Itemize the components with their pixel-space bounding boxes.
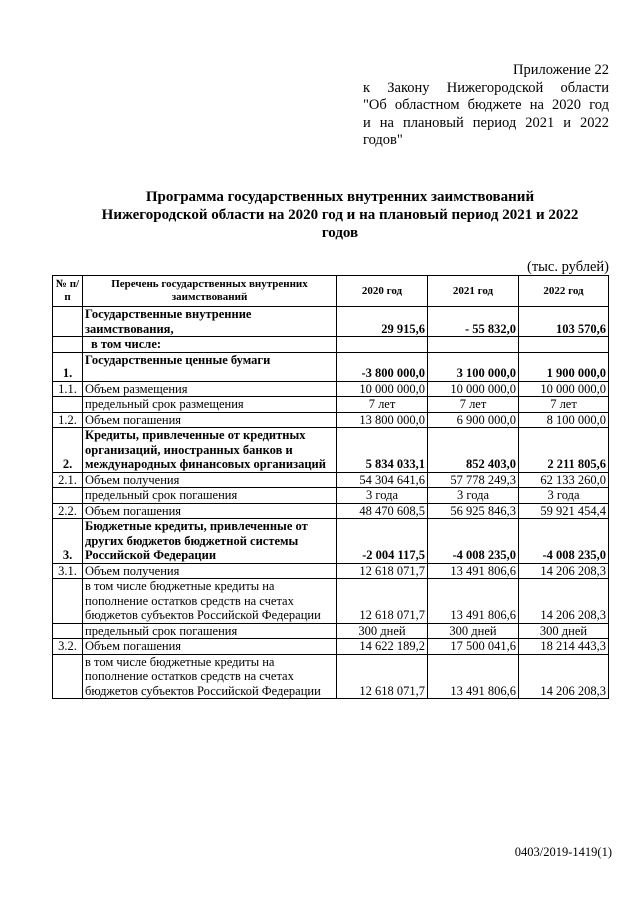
table-row [53,307,609,337]
row-value-2022 [519,337,609,353]
row-value-2021: 56 925 846,3 [428,503,519,519]
row-name: предельный срок погашения [83,623,337,639]
row-value-2020: -2 004 117,5 [337,519,428,564]
row-name: Кредиты, привлеченные от кредитных организаций, иностранных банков и международных финансовых организаций [83,428,337,473]
row-name: Объем получения [83,472,337,488]
row-num: 1.2. [53,412,83,428]
row-value-2021: 3 года [428,488,519,504]
row-value-2020: 48 470 608,5 [337,503,428,519]
row-value-2022: 59 921 454,4 [519,503,609,519]
row-value-2022: 14 206 208,3 [519,654,609,699]
row-num: 1.1. [53,381,83,397]
table-row [53,488,609,504]
row-value-2021: 17 500 041,6 [428,639,519,655]
table-row [53,623,609,639]
row-value-2020: 7 лет [337,397,428,413]
title-line: годов [321,225,359,241]
table-row [53,397,609,413]
row-value-2021: 300 дней [428,623,519,639]
table-row [53,337,609,353]
table-row [53,519,609,564]
row-value-2020: 54 304 641,6 [337,472,428,488]
document-title [60,188,620,242]
row-value-2022: 3 года [519,488,609,504]
row-value-2021: 3 100 000,0 [428,352,519,381]
row-num: 1. [53,352,83,381]
row-value-2022: 2 211 805,6 [519,428,609,473]
table-row [53,639,609,655]
row-num [53,579,83,624]
row-num: 2.1. [53,472,83,488]
header-2022: 2022 год [519,276,609,307]
row-value-2021: 57 778 249,3 [428,472,519,488]
row-value-2021 [428,337,519,353]
row-name: предельный срок размещения [83,397,337,413]
row-value-2020: 14 622 189,2 [337,639,428,655]
document-code: 0403/2019-1419(1) [514,845,612,859]
header-num: № п/п [53,276,83,307]
row-name: Государственные ценные бумаги [83,352,337,381]
appendix-line: "Об областном бюджете на 2020 год [363,97,609,113]
table-header-row [53,276,609,307]
row-value-2022: 7 лет [519,397,609,413]
row-value-2021: 10 000 000,0 [428,381,519,397]
title-line: Нижегородской области на 2020 год и на плановый период 2021 и 2022 [101,207,579,223]
row-num [53,623,83,639]
row-value-2020: 3 года [337,488,428,504]
row-name: Объем погашения [83,639,337,655]
row-name: в том числе: [83,337,337,353]
row-name: Государственные внутренние заимствования, [83,307,337,337]
table-row [53,654,609,699]
row-num: 2. [53,428,83,473]
row-value-2020: 10 000 000,0 [337,381,428,397]
row-value-2021: 13 491 806,6 [428,654,519,699]
row-name: Объем размещения [83,381,337,397]
appendix-line: и на плановый период 2021 и 2022 [363,114,609,131]
appendix-line: годов" [363,132,403,148]
row-name: Бюджетные кредиты, привлеченные от других бюджетов бюджетной системы Российской Федерации [83,519,337,564]
row-value-2021: 13 491 806,6 [428,579,519,624]
row-value-2020 [337,337,428,353]
row-value-2022: 62 133 260,0 [519,472,609,488]
table-row [53,579,609,624]
borrowing-table [52,275,609,699]
row-value-2021: 13 491 806,6 [428,563,519,579]
row-value-2020: -3 800 000,0 [337,352,428,381]
row-value-2020: 13 800 000,0 [337,412,428,428]
header-name: Перечень государственных внутренних заимствований [83,276,337,307]
row-value-2022: 14 206 208,3 [519,579,609,624]
row-value-2021: 852 403,0 [428,428,519,473]
row-value-2020: 12 618 071,7 [337,563,428,579]
row-value-2020: 12 618 071,7 [337,579,428,624]
row-num [53,337,83,353]
row-num [53,397,83,413]
row-value-2022: -4 008 235,0 [519,519,609,564]
row-value-2021: 6 900 000,0 [428,412,519,428]
row-value-2020: 12 618 071,7 [337,654,428,699]
appendix-line: Приложение 22 [513,62,609,78]
table-row [53,428,609,473]
row-num: 3.2. [53,639,83,655]
row-name: Объем погашения [83,412,337,428]
row-num [53,488,83,504]
row-name: Объем получения [83,563,337,579]
row-value-2022: 1 900 000,0 [519,352,609,381]
row-value-2021: - 55 832,0 [428,307,519,337]
row-value-2020: 29 915,6 [337,307,428,337]
header-2020: 2020 год [337,276,428,307]
row-value-2020: 300 дней [337,623,428,639]
row-value-2021: -4 008 235,0 [428,519,519,564]
table-row [53,563,609,579]
row-num [53,307,83,337]
row-num: 3. [53,519,83,564]
table-row [53,381,609,397]
row-name: предельный срок погашения [83,488,337,504]
row-value-2022: 8 100 000,0 [519,412,609,428]
appendix-line: к Закону Нижегородской области [363,79,609,96]
row-value-2022: 10 000 000,0 [519,381,609,397]
row-value-2022: 103 570,6 [519,307,609,337]
table-row [53,412,609,428]
row-name: в том числе бюджетные кредиты на пополнение остатков средств на счетах бюджетов субъектов Российской Федерации [83,654,337,699]
header-2021: 2021 год [428,276,519,307]
row-value-2020: 5 834 033,1 [337,428,428,473]
units-label: (тыс. рублей) [527,259,609,275]
row-value-2022: 18 214 443,3 [519,639,609,655]
row-name: в том числе бюджетные кредиты на пополнение остатков средств на счетах бюджетов субъектов Российской Федерации [83,579,337,624]
table-row [53,503,609,519]
row-value-2022: 300 дней [519,623,609,639]
table-row [53,352,609,381]
row-num: 2.2. [53,503,83,519]
row-value-2021: 7 лет [428,397,519,413]
appendix-note [363,62,609,150]
row-num: 3.1. [53,563,83,579]
title-line: Программа государственных внутренних заимствований [145,189,535,205]
row-name: Объем погашения [83,503,337,519]
table-row [53,472,609,488]
row-value-2022: 14 206 208,3 [519,563,609,579]
row-num [53,654,83,699]
